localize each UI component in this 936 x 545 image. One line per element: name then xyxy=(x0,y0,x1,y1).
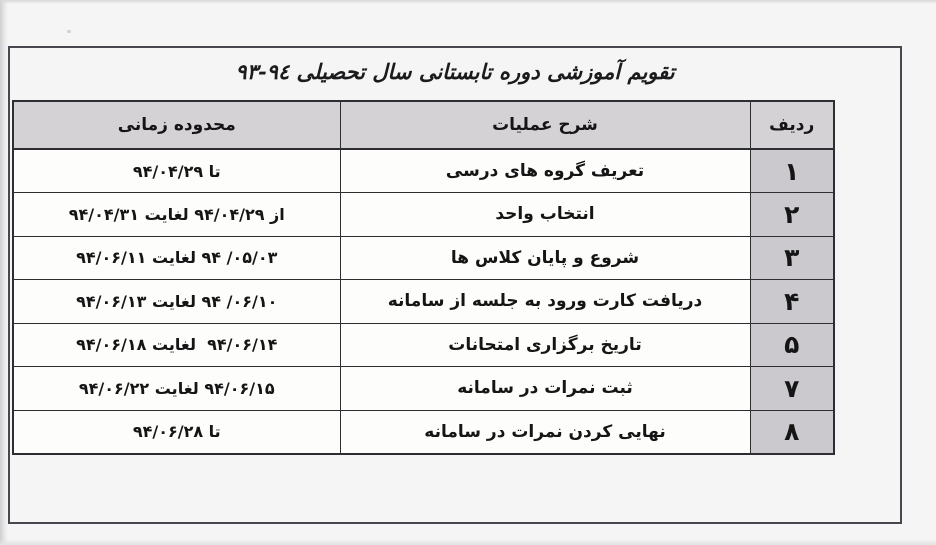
time-range-cell: ‪۹۴ /۰۵/۰۳‬ لغایت ۹۴/۰۶/۱۱ xyxy=(13,236,340,280)
scan-left-edge-shadow xyxy=(0,0,8,545)
time-range-cell: تا ۹۴/۰۶/۲۸ xyxy=(13,410,340,454)
header-cell-operation: شرح عملیات xyxy=(340,101,750,149)
time-range-cell: تا ۹۴/۰۴/۲۹ xyxy=(13,149,340,193)
operation-cell: نهایی کردن نمرات در سامانه xyxy=(340,410,750,454)
operation-cell: شروع و پایان کلاس ها xyxy=(340,236,750,280)
row-number-cell: ۵ xyxy=(750,323,834,367)
row-number-cell: ۴ xyxy=(750,280,834,324)
row-number-cell: ۸ xyxy=(750,410,834,454)
header-cell-time-range: محدوده زمانی xyxy=(13,101,340,149)
row-number-cell: ۲ xyxy=(750,193,834,237)
document-title: تقویم آموزشی دوره تابستانی سال تحصیلی ٩٤-٩٣ xyxy=(235,59,675,84)
table-header-row xyxy=(13,101,834,149)
row-number-cell: ۷ xyxy=(750,367,834,411)
scan-speck xyxy=(67,30,71,33)
table-row xyxy=(13,236,834,280)
row-number-cell: ۱ xyxy=(750,149,834,193)
time-range-cell: ‪۹۴ /۰۶/۱۰‬ لغایت ۹۴/۰۶/۱۳ xyxy=(13,280,340,324)
scan-top-shadow xyxy=(0,0,936,4)
header-cell-row-number: ردیف xyxy=(750,101,834,149)
operation-cell: ثبت نمرات در سامانه xyxy=(340,367,750,411)
scan-bottom-shadow xyxy=(0,539,936,545)
operation-cell: تاریخ برگزاری امتحانات xyxy=(340,323,750,367)
time-range-cell: از ۹۴/۰۴/۲۹ لغایت ۹۴/۰۴/۳۱ xyxy=(13,193,340,237)
table-row xyxy=(13,149,834,193)
time-range-cell: ۹۴/۰۶/۱۵ لغایت ۹۴/۰۶/۲۲ xyxy=(13,367,340,411)
table-row xyxy=(13,280,834,324)
row-number-cell: ۳ xyxy=(750,236,834,280)
time-range-cell: ۹۴/۰۶/۱۴ لغایت ۹۴/۰۶/۱۸ xyxy=(13,323,340,367)
table-row xyxy=(13,367,834,411)
operation-cell: انتخاب واحد xyxy=(340,193,750,237)
academic-calendar-table xyxy=(12,100,835,455)
operation-cell: تعریف گروه های درسی xyxy=(340,149,750,193)
table-row xyxy=(13,193,834,237)
table-row xyxy=(13,323,834,367)
table-row xyxy=(13,410,834,454)
operation-cell: دریافت کارت ورود به جلسه از سامانه xyxy=(340,280,750,324)
